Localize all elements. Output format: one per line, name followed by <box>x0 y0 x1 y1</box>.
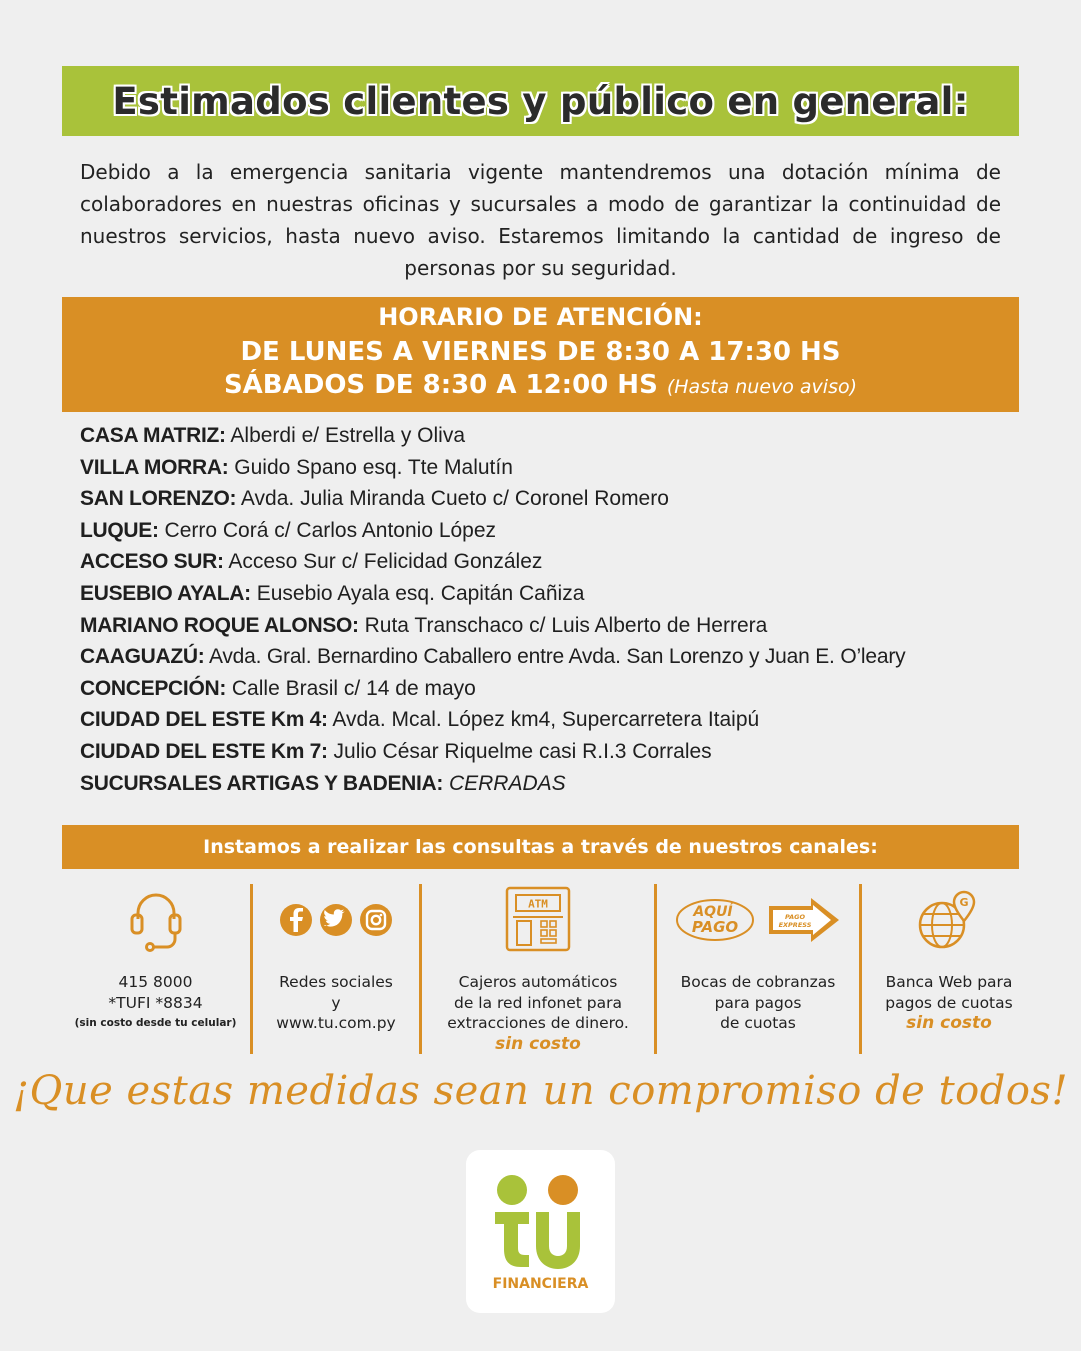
branch-name: EUSEBIO AYALA: <box>80 581 251 605</box>
pago-text: PAGO <box>691 918 739 936</box>
intro-paragraph: Debido a la emergencia sanitaria vigente mantendremos una dotación mínima de colaboradores en nuestras oficinas y sucursales a modo de garantizar la continuidad de nuestros servicios, hasta nuevo aviso. Estaremos limitando la cantidad de ingreso de personas por su seguridad. <box>80 160 1001 280</box>
tu-logo-mark <box>466 1150 615 1280</box>
headset-icon <box>126 885 186 955</box>
twitter-icon <box>320 904 352 936</box>
branch-row <box>80 736 1020 768</box>
atm-free-label: sin costo <box>495 1033 581 1054</box>
branch-name: CIUDAD DEL ESTE Km 7: <box>80 739 328 763</box>
branch-row <box>80 483 1020 515</box>
phone-note: (sin costo desde tu celular) <box>74 1017 237 1029</box>
atm-line3: extracciones de dinero. <box>447 1014 629 1032</box>
social-line1: Redes sociales <box>279 973 393 991</box>
express-line1: PAGO <box>784 913 806 921</box>
hours-banner <box>62 297 1019 412</box>
branch-row <box>80 546 1020 578</box>
hours-heading: HORARIO DE ATENCIÓN: <box>378 303 703 331</box>
aqui-pago-logo <box>677 900 753 940</box>
express-line2: EXPRESS <box>778 921 812 929</box>
phone-short-code: *TUFI *8834 <box>108 993 203 1012</box>
channel-phone-icon-area <box>62 880 249 960</box>
tu-financiera-logo <box>466 1150 615 1313</box>
channel-payments-icon-area <box>657 880 859 960</box>
atm-line2: de la red infonet para <box>453 993 622 1012</box>
channel-payments <box>657 880 859 1055</box>
social-icons <box>253 880 419 960</box>
branch-address: Guido Spano esq. Tte Malutín <box>234 455 513 479</box>
branch-row <box>80 578 1020 610</box>
branch-name: CAAGUAZÚ: <box>80 645 205 669</box>
payments-line1: Bocas de cobranzas <box>680 973 836 991</box>
branch-address: Alberdi e/ Estrella y Oliva <box>230 424 465 447</box>
channels-heading: Instamos a realizar las consultas a través de nuestros canales: <box>203 836 878 858</box>
social-line2: y <box>331 993 341 1012</box>
page-title: Estimados clientes y público en general: <box>112 79 969 123</box>
branch-name: VILLA MORRA: <box>80 455 229 479</box>
branch-row <box>80 704 1020 736</box>
channels-row <box>62 880 1019 1060</box>
branch-name: MARIANO ROQUE ALONSO: <box>80 613 359 637</box>
hours-note: (Hasta nuevo aviso) <box>666 376 858 398</box>
social-icon-group <box>276 900 396 940</box>
branch-row <box>80 420 1020 452</box>
atm-line1: Cajeros automáticos <box>458 973 618 991</box>
branch-address: Cerro Corá c/ Carlos Antonio López <box>164 518 497 542</box>
branch-row <box>80 452 1020 484</box>
branch-row <box>80 641 1020 673</box>
branch-list <box>80 420 1020 799</box>
channel-phone <box>62 880 249 1055</box>
branch-name: CONCEPCIÓN: <box>80 676 227 700</box>
globe-pin-icon <box>914 885 984 955</box>
hours-saturday-line <box>62 370 1019 400</box>
channels-banner <box>62 825 1019 869</box>
hours-weekdays: DE LUNES A VIERNES DE 8:30 A 17:30 HS <box>240 337 841 367</box>
branch-name: SUCURSALES ARTIGAS Y BADENIA: <box>80 771 444 795</box>
channel-web <box>862 880 1036 1055</box>
web-free-label: sin costo <box>906 1013 992 1033</box>
branch-address: Avda. Gral. Bernardino Caballero entre Avda. San Lorenzo y Juan E. O’leary <box>208 645 906 669</box>
branch-name: SAN LORENZO: <box>80 487 237 511</box>
channel-social <box>253 880 419 1055</box>
branch-name: CIUDAD DEL ESTE Km 4: <box>80 708 328 732</box>
branch-address: Acceso Sur c/ Felicidad González <box>228 550 543 574</box>
branch-row <box>80 515 1020 547</box>
pago-express-logo <box>769 898 839 942</box>
title-banner <box>62 66 1019 136</box>
branch-address: Ruta Transchaco c/ Luis Alberto de Herrera <box>364 613 768 637</box>
branch-address: Avda. Mcal. López km4, Supercarretera Itaipú <box>332 708 760 732</box>
payments-line3: de cuotas <box>720 1014 796 1032</box>
branch-address: CERRADAS <box>448 771 566 795</box>
phone-number: 415 8000 <box>118 973 193 991</box>
branch-row <box>80 610 1020 642</box>
pin-letter: G <box>959 896 969 909</box>
facebook-icon <box>280 904 312 936</box>
branch-row <box>80 673 1020 705</box>
channel-atm <box>422 880 654 1055</box>
logo-wordmark: FINANCIERA <box>492 1276 589 1292</box>
payment-logos <box>673 890 843 950</box>
branch-name: ACCESO SUR: <box>80 550 224 574</box>
atm-label: ATM <box>528 897 548 911</box>
channel-atm-icon-area <box>422 880 654 960</box>
branch-name: CASA MATRIZ: <box>80 424 226 447</box>
website-link[interactable]: www.tu.com.py <box>276 1014 396 1032</box>
atm-icon <box>503 885 573 955</box>
instagram-icon <box>360 904 392 936</box>
channel-web-icon-area <box>862 880 1036 960</box>
branch-name: LUQUE: <box>80 518 159 542</box>
hours-saturday: SÁBADOS DE 8:30 A 12:00 HS <box>223 370 658 400</box>
branch-address: Avda. Julia Miranda Cueto c/ Coronel Romero <box>240 487 669 511</box>
branch-row <box>80 768 1020 800</box>
web-line1: Banca Web para <box>885 973 1013 991</box>
payments-line2: para pagos <box>714 993 802 1012</box>
branch-address: Eusebio Ayala esq. Capitán Cañiza <box>256 581 585 605</box>
branch-address: Calle Brasil c/ 14 de mayo <box>231 676 476 700</box>
slogan: ¡Que estas medidas sean un compromiso de todos! <box>12 1068 1069 1114</box>
web-line2: pagos de cuotas <box>885 993 1013 1012</box>
branch-address: Julio César Riquelme casi R.I.3 Corrales <box>333 739 712 763</box>
aqui-text: AQUÍ <box>693 904 733 920</box>
